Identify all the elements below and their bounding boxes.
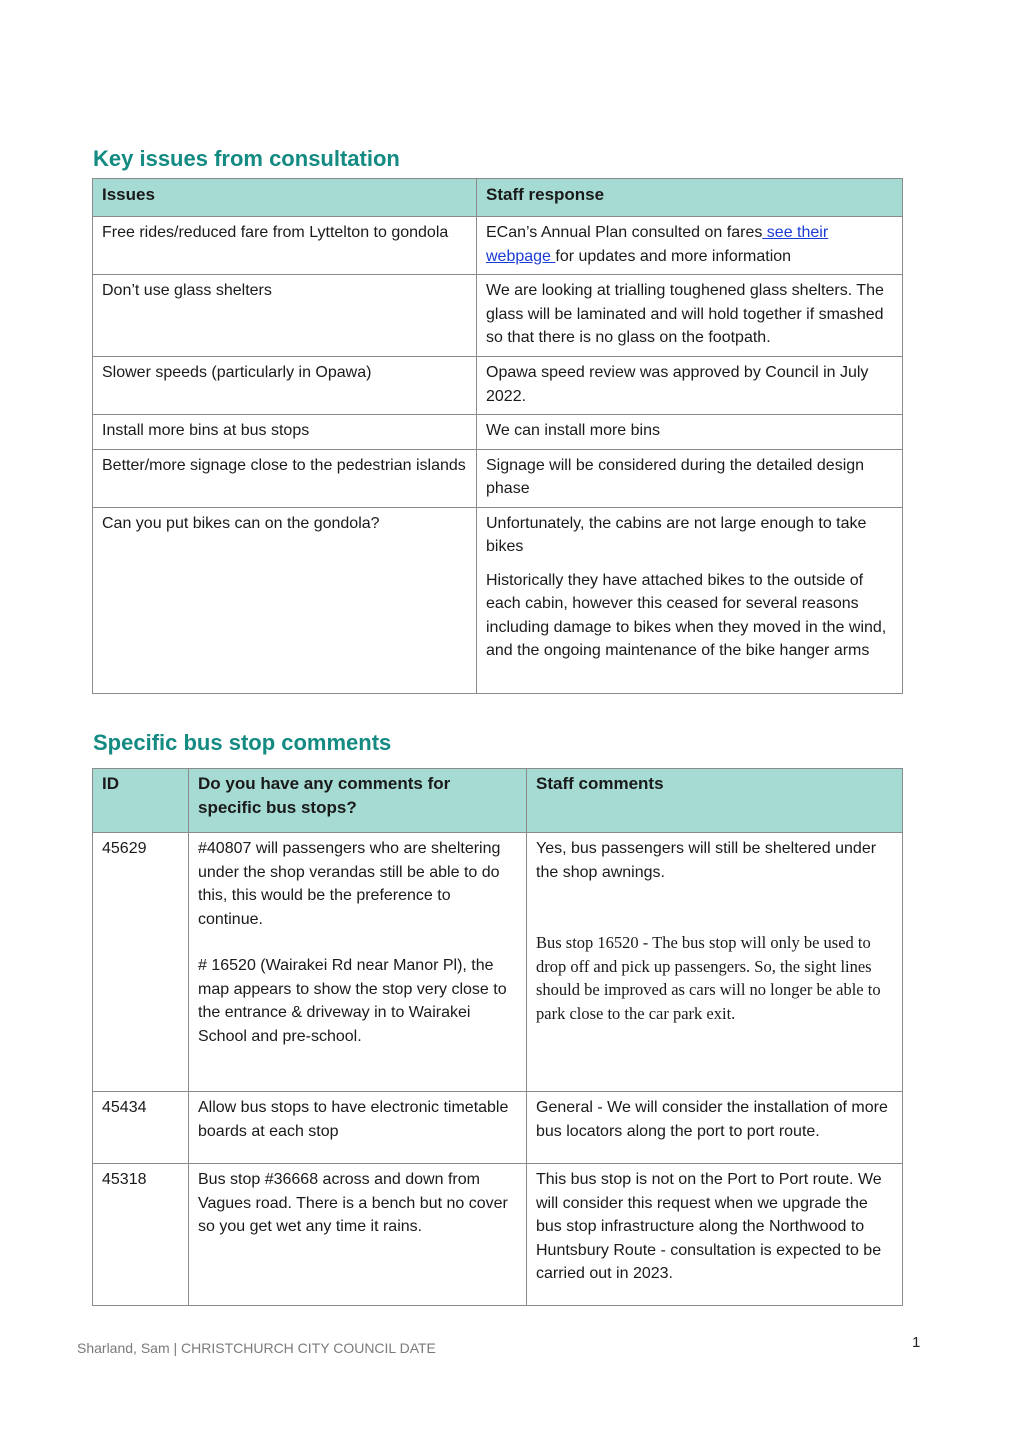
header-staff-response: Staff response [477, 179, 903, 217]
issue-cell: Install more bins at bus stops [93, 415, 477, 450]
response-cell: Opawa speed review was approved by Council in July 2022. [477, 357, 903, 415]
issue-cell: Better/more signage close to the pedestrian islands [93, 449, 477, 507]
response-text: ECan’s Annual Plan consulted on fares [486, 224, 763, 241]
header-issues: Issues [93, 179, 477, 217]
id-cell: 45434 [93, 1092, 189, 1164]
header-id: ID [93, 769, 189, 833]
table-row [93, 357, 903, 415]
response-paragraph: Historically they have attached bikes to the outside of each cabin, however this ceased for several reasons including damage to bikes when they moved in the wind, and the ongoing maintenance of the bike hanger arms [486, 571, 887, 659]
response-cell: We can install more bins [477, 415, 903, 450]
response-cell: We are looking at trialling toughened glass shelters. The glass will be laminated and will hold together if smashed so that there is no glass on the footpath. [477, 275, 903, 357]
table-row [93, 833, 903, 1092]
comment-cell: Allow bus stops to have electronic timetable boards at each stop [189, 1092, 527, 1164]
comment-paragraph: # 16520 (Wairakei Rd near Manor Pl), the map appears to show the stop very close to the entrance & driveway in to Wairakei School and pre-school. [198, 957, 507, 1045]
webpage-link[interactable]: see their webpage [486, 224, 829, 265]
response-cell: Signage will be considered during the detailed design phase [477, 449, 903, 507]
id-cell: 45318 [93, 1164, 189, 1306]
table-row [93, 449, 903, 507]
table-row [93, 1092, 903, 1164]
header-comments: Do you have any comments for specific bus stops? [189, 769, 527, 833]
comment-cell [189, 833, 527, 1092]
table-row [93, 1164, 903, 1306]
table-row [93, 217, 903, 275]
table-row [93, 275, 903, 357]
section-title-key-issues: Key issues from consultation [93, 146, 400, 171]
response-cell [477, 507, 903, 693]
bus-stop-comments-table [92, 768, 903, 1306]
comment-paragraph: #40807 will passengers who are sheltering under the shop verandas still be able to do this, this would be the preference to continue. [198, 840, 501, 928]
table-row [93, 415, 903, 450]
issue-cell: Don’t use glass shelters [93, 275, 477, 357]
response-text: for updates and more information [555, 247, 792, 265]
table-row [93, 507, 903, 693]
comment-cell: Bus stop #36668 across and down from Vagues road. There is a bench but no cover so you get wet any time it rains. [189, 1164, 527, 1306]
response-cell [477, 217, 903, 275]
page-footer: Sharland, Sam | CHRISTCHURCH CITY COUNCIL DATE [77, 1340, 436, 1356]
staff-paragraph: Yes, bus passengers will still be sheltered under the shop awnings. [536, 840, 877, 881]
staff-cell: General - We will consider the installation of more bus locators along the port to port route. [527, 1092, 903, 1164]
response-paragraph: Unfortunately, the cabins are not large enough to take bikes [486, 514, 867, 555]
key-issues-table [92, 178, 903, 694]
staff-cell: This bus stop is not on the Port to Port route. We will consider this request when we upgrade the bus stop infrastructure along the Northwood to Huntsbury Route - consultation is expected to be carried out in 2023. [527, 1164, 903, 1306]
issue-cell: Slower speeds (particularly in Opawa) [93, 357, 477, 415]
table-header-row [93, 179, 903, 217]
staff-paragraph: Bus stop 16520 - The bus stop will only be used to drop off and pick up passengers. So, the sight lines should be improved as cars will no longer be able to park close to the car park exit. [536, 933, 881, 1023]
issue-cell: Can you put bikes can on the gondola? [93, 507, 477, 693]
issue-cell: Free rides/reduced fare from Lyttelton to gondola [93, 217, 477, 275]
table-header-row [93, 769, 903, 833]
section-title-bus-stop-comments: Specific bus stop comments [93, 730, 392, 755]
page-number: 1 [912, 1334, 921, 1351]
staff-cell [527, 833, 903, 1092]
header-staff-comments: Staff comments [527, 769, 903, 833]
id-cell: 45629 [93, 833, 189, 1092]
